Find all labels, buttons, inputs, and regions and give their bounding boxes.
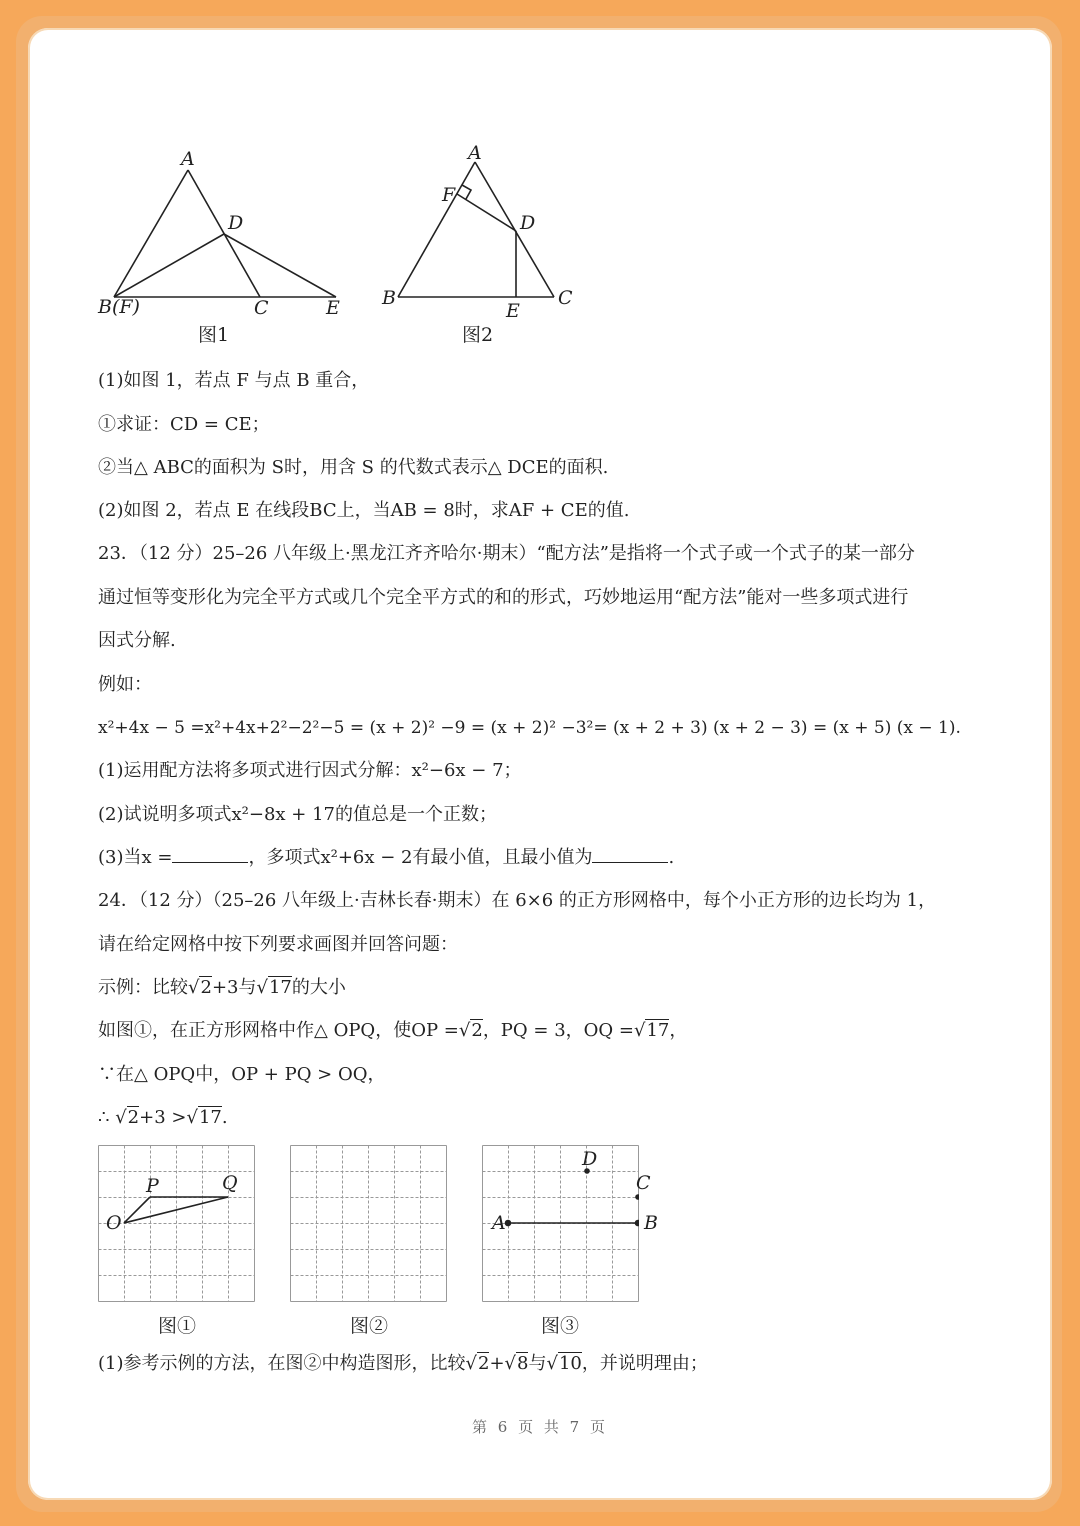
fig1-label-d: D (228, 212, 244, 234)
fig1-caption: 图1 (198, 324, 230, 346)
grid3-label-b: B (644, 1212, 658, 1234)
q24-example-d: ∴ √2+3 >√17. (98, 1107, 228, 1128)
q23-stem-2: 通过恒等变形化为完全平方式或几个完全平方式的和的形式，巧妙地运用“配方法”能对一些多项式进行 (98, 587, 909, 608)
q23-part3-c: . (668, 847, 675, 868)
fig2-label-a: A (468, 142, 482, 164)
ex-b4: 17 (646, 1020, 670, 1041)
fig2-label-c: C (558, 287, 573, 309)
grid2-caption: 图② (350, 1315, 389, 1337)
ex-d1: ∴ (98, 1107, 116, 1128)
fig2-label-b: B (382, 287, 396, 309)
q22-part1-i: ①求证：CD = CE； (98, 414, 270, 435)
grid3-label-c: C (636, 1172, 651, 1194)
page-footer: 第 6 页 共 7 页 (472, 1418, 608, 1436)
last-e: 与 (528, 1353, 547, 1374)
q23-example-label: 例如： (98, 674, 152, 695)
grid-figure-2[interactable] (290, 1145, 447, 1302)
ex-a1: 示例：比较 (98, 977, 188, 998)
grid1-label-q: Q (222, 1172, 238, 1194)
q24-stem-2: 请在给定网格中按下列要求画图并回答问题： (98, 934, 458, 955)
q23-part1: (1)运用配方法将多项式进行因式分解：x²−6x − 7； (98, 760, 522, 781)
ex-a3: +3与 (211, 977, 257, 998)
grid3-caption: 图③ (541, 1315, 580, 1337)
fig1-label-a: A (181, 148, 195, 170)
fig1-label-e: E (326, 297, 340, 319)
answer-blank-1[interactable] (172, 848, 248, 863)
grid3-label-a: A (492, 1212, 506, 1234)
figure-2-diagram (390, 150, 580, 315)
q23-stem-3: 因式分解. (98, 630, 176, 651)
fig2-label-e: E (506, 300, 520, 322)
last-b: 2 (477, 1353, 490, 1374)
q24-example-b: 如图①，在正方形网格中作△ OPQ，使OP =√2，PQ = 3，OQ =√17， (98, 1020, 688, 1041)
ex-d2: 2 (127, 1107, 140, 1128)
last-d: 8 (517, 1353, 529, 1374)
grid1-label-p: P (146, 1175, 159, 1197)
ex-d4: 17 (198, 1107, 222, 1128)
q23-part3-a: (3)当x = (98, 847, 173, 868)
q22-part1-ii: ②当△ ABC的面积为 S时，用含 S 的代数式表示△ DCE的面积. (98, 457, 609, 478)
last-g: ，并说明理由； (581, 1353, 708, 1374)
ex-d3: +3 > (139, 1107, 187, 1128)
fig2-label-f: F (442, 184, 456, 206)
q24-part1: (1)参考示例的方法，在图②中构造图形，比较√2+√8与√10，并说明理由； (98, 1353, 708, 1374)
ex-d5: . (221, 1107, 228, 1128)
q23-example-formula: x²+4x − 5 =x²+4x+2²−2²−5 = (x + 2)² −9 = (x + 2)² −3²= (x + 2 + 3) (x + 2 − 3) = (x + 5) (x − 1). (98, 718, 961, 738)
q23-part3 (98, 846, 674, 870)
q23-stem-1: 23．（12 分）25–26 八年级上·黑龙江齐齐哈尔·期末）“配方法”是指将一个式子或一个式子的某一部分 (98, 543, 915, 564)
q23-part3-b: ，多项式x²+6x − 2有最小值，且最小值为 (248, 847, 593, 868)
grid1-caption: 图① (158, 1315, 197, 1337)
ex-a2: 2 (200, 977, 212, 998)
ex-b1: 如图①，在正方形网格中作△ OPQ，使OP = (98, 1020, 459, 1041)
q24-example-c: ∵在△ OPQ中，OP + PQ > OQ， (98, 1064, 386, 1085)
last-f: 10 (558, 1353, 582, 1374)
ex-b3: ，PQ = 3，OQ = (482, 1020, 634, 1041)
last-a: (1)参考示例的方法，在图②中构造图形，比较 (98, 1353, 466, 1374)
fig1-label-c: C (254, 297, 269, 319)
q24-stem-1: 24．（12 分）（25–26 八年级上·吉林长春·期末）在 6×6 的正方形网格中，每个小正方形的边长均为 1， (98, 890, 937, 911)
ex-b5: ， (669, 1020, 688, 1041)
q23-part2: (2)试说明多项式x²−8x + 17的值总是一个正数； (98, 804, 497, 825)
q22-part2: (2)如图 2，若点 E 在线段BC上，当AB = 8时，求AF + CE的值. (98, 500, 630, 521)
q22-part1: (1)如图 1，若点 F 与点 B 重合， (98, 370, 370, 391)
last-c: + (489, 1353, 505, 1374)
fig2-label-d: D (520, 212, 536, 234)
figure-1-diagram (100, 150, 360, 320)
ex-a4: 17 (268, 977, 292, 998)
grid-2-svg (290, 1145, 447, 1302)
fig2-caption: 图2 (462, 324, 494, 346)
answer-blank-2[interactable] (592, 848, 668, 863)
grid1-label-o: O (106, 1212, 122, 1234)
fig1-label-bf: B(F) (98, 296, 140, 318)
grid3-label-d: D (582, 1148, 598, 1170)
ex-a5: 的大小 (291, 977, 346, 998)
q24-example-a: 示例：比较√2+3与√17的大小 (98, 977, 346, 998)
ex-b2: 2 (471, 1020, 483, 1041)
